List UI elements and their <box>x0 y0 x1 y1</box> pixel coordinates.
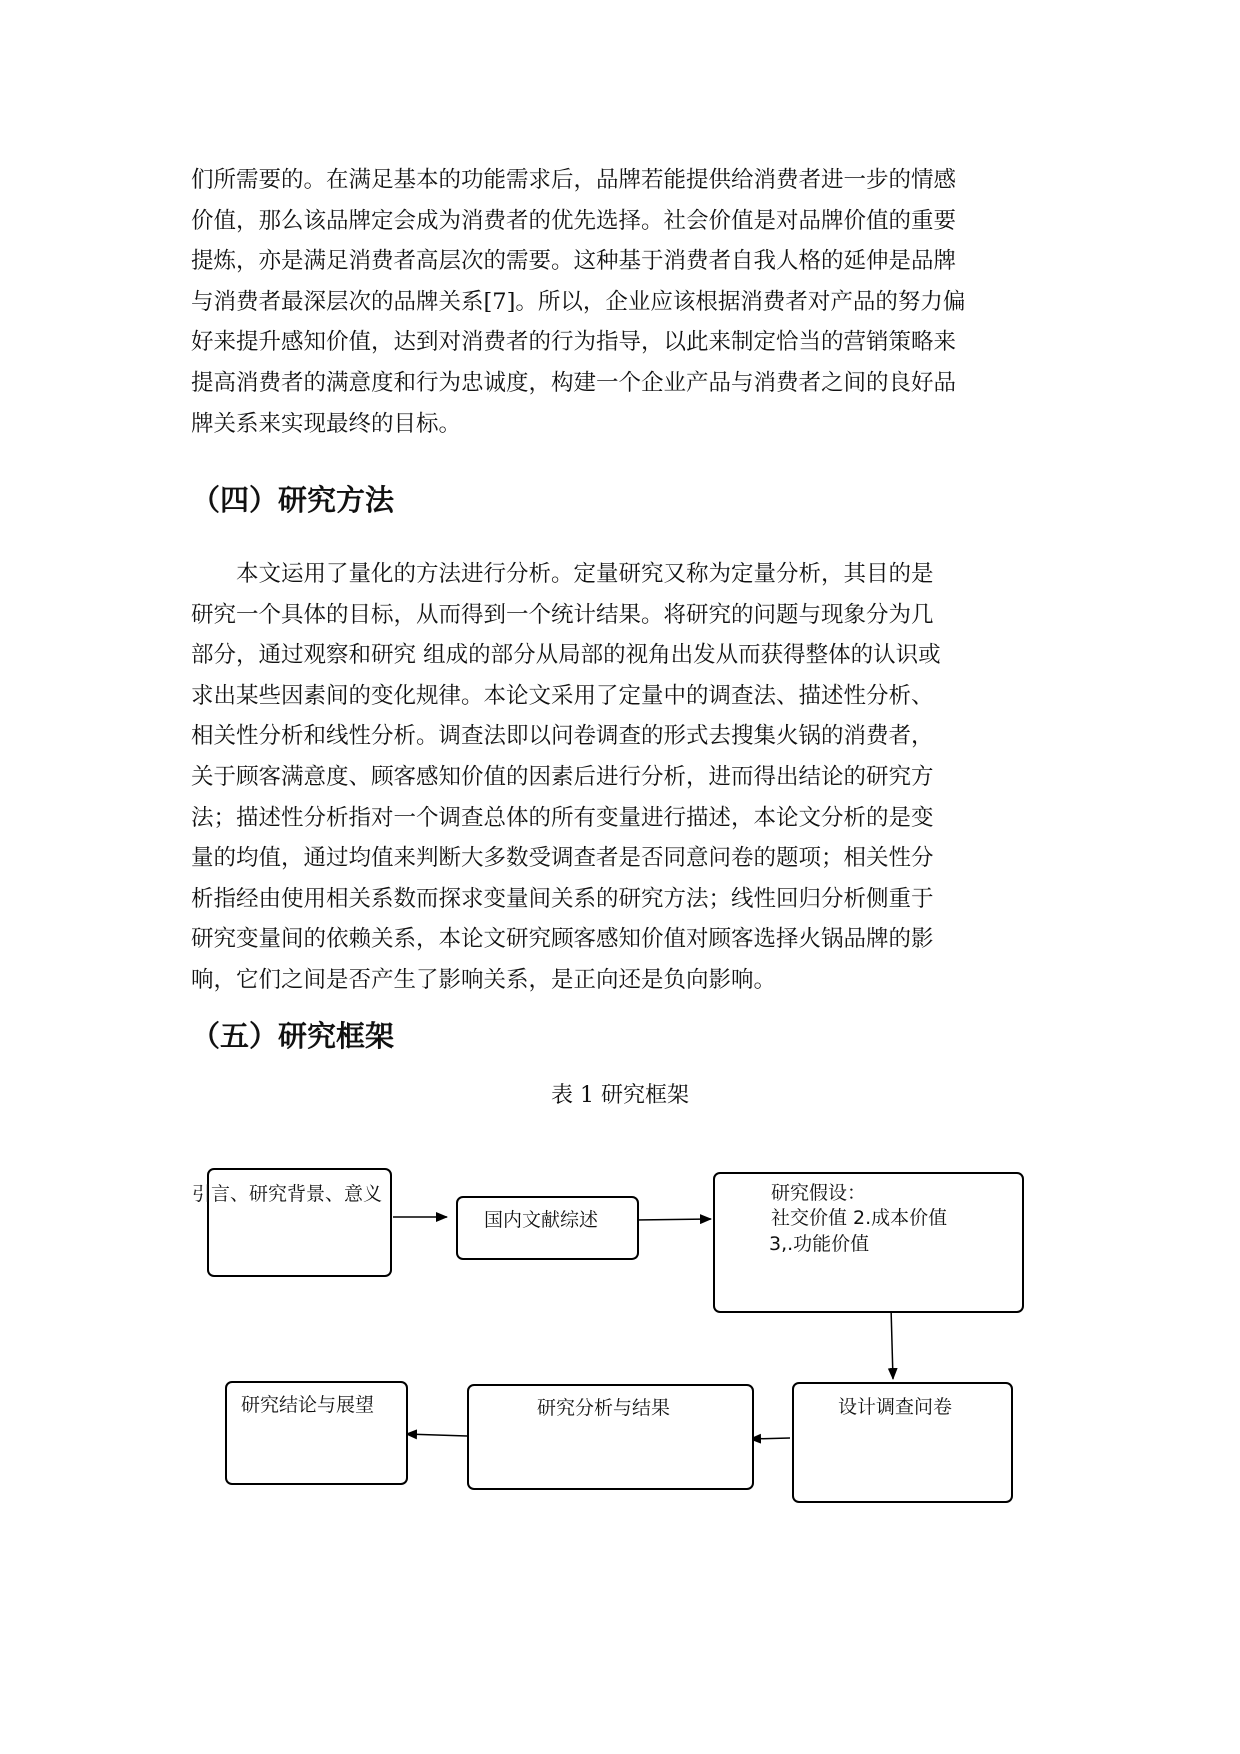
research-methods-line: 研究一个具体的目标，从而得到一个统计结果。将研究的问题与现象分为几 <box>191 601 934 628</box>
research-methods-line: 关于顾客满意度、顾客感知价值的因素后进行分析，进而得出结论的研究方 <box>191 763 934 790</box>
section-heading-research-methods: （四）研究方法 <box>191 483 395 517</box>
arrow-literature-to-hypothesis <box>634 1219 711 1220</box>
analysis-label: 研究分析与结果 <box>537 1397 671 1419</box>
literature-label: 国内文献综述 <box>484 1209 599 1231</box>
hypothesis-title: 研究假设： <box>771 1182 867 1204</box>
top-paragraph-line: 们所需要的。在满足基本的功能需求后，品牌若能提供给消费者进一步的情感 <box>191 167 957 193</box>
intro-label: 引言、研究背景、意义 <box>192 1183 383 1205</box>
questionnaire-label: 设计调查问卷 <box>838 1396 953 1418</box>
section-heading-research-framework: （五）研究框架 <box>191 1019 395 1053</box>
top-paragraph-line: 好来提升感知价值，达到对消费者的行为指导，以此来制定恰当的营销策略来 <box>191 329 957 356</box>
arrow-hypothesis-to-questionnaire <box>891 1307 893 1379</box>
arrow-questionnaire-to-analysis <box>750 1438 790 1439</box>
research-methods-line: 响，它们之间是否产生了影响关系，是正向还是负向影响。 <box>191 966 777 993</box>
top-paragraph-line: 提高消费者的满意度和行为忠诚度，构建一个企业产品与消费者之间的良好品 <box>191 369 957 396</box>
research-methods-line: 析指经由使用相关系数而探求变量间关系的研究方法；线性回归分析侧重于 <box>191 885 934 912</box>
hypothesis-line1: 社交价值 2.成本价值 <box>771 1207 948 1229</box>
top-paragraph-line: 价值，那么该品牌定会成为消费者的优先选择。社会价值是对品牌价值的重要 <box>191 207 957 234</box>
hypothesis-line2: 3,.功能价值 <box>769 1233 870 1255</box>
top-paragraph-line: 提炼，亦是满足消费者高层次的需要。这种基于消费者自我人格的延伸是品牌 <box>191 248 957 275</box>
table-caption: 表 1 研究框架 <box>551 1083 689 1108</box>
conclusion-label: 研究结论与展望 <box>241 1394 375 1416</box>
arrow-analysis-to-conclusion <box>406 1434 467 1436</box>
top-paragraph-line: 与消费者最深层次的品牌关系[7]。所以，企业应该根据消费者对产品的努力偏 <box>191 288 966 315</box>
research-methods-line: 相关性分析和线性分析。调查法即以问卷调查的形式去搜集火锅的消费者， <box>191 723 934 750</box>
research-methods-line: 求出某些因素间的变化规律。本论文采用了定量中的调查法、描述性分析、 <box>191 682 934 709</box>
research-methods-line: 量的均值，通过均值来判断大多数受调查者是否同意问卷的题项；相关性分 <box>191 845 934 872</box>
research-methods-line: 部分，通过观察和研究 组成的部分从局部的视角出发从而获得整体的认识或 <box>191 642 941 669</box>
top-paragraph-line: 牌关系来实现最终的目标。 <box>191 410 462 437</box>
research-methods-line: 研究变量间的依赖关系，本论文研究顾客感知价值对顾客选择火锅品牌的影 <box>191 926 934 953</box>
research-methods-line: 法；描述性分析指对一个调查总体的所有变量进行描述，本论文分析的是变 <box>191 804 934 831</box>
research-methods-line: 本文运用了量化的方法进行分析。定量研究又称为定量分析，其目的是 <box>191 561 934 587</box>
